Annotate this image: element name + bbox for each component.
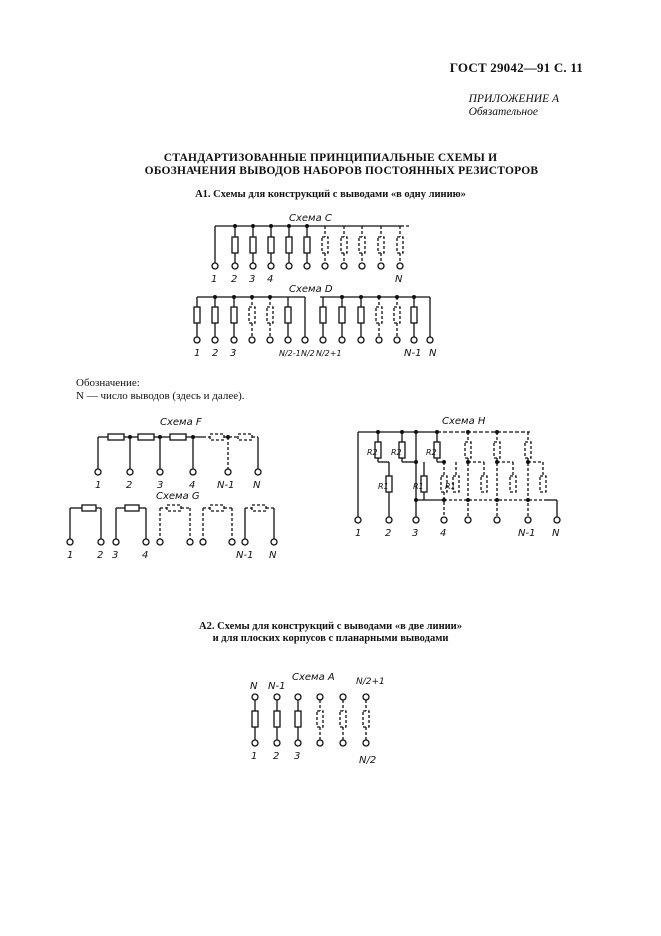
scheme-c-pin-label: N bbox=[395, 274, 403, 285]
scheme-d-pin-label: N bbox=[429, 348, 437, 359]
scheme-h-resistor-label: R2 bbox=[426, 448, 437, 457]
scheme-h-pin-label: 1 bbox=[355, 528, 362, 539]
appendix-status: Обязательное bbox=[468, 106, 538, 118]
scheme-c-pin-label: 4 bbox=[267, 274, 274, 285]
scheme-h-resistor-label: R1 bbox=[378, 482, 389, 491]
scheme-f-pin-label: N-1 bbox=[217, 480, 235, 491]
scheme-d-pin-label: N/2+1 bbox=[316, 349, 342, 358]
scheme-a-top-pin-label: N/2+1 bbox=[356, 677, 385, 687]
notation-text: N — число выводов (здесь и далее). bbox=[76, 389, 245, 402]
scheme-g-diagram bbox=[67, 505, 277, 545]
scheme-f-pin-label: 1 bbox=[95, 480, 102, 491]
junction-dots bbox=[128, 224, 530, 502]
scheme-d-pin-label: N/2 bbox=[301, 349, 315, 358]
scheme-a-bottom-pin-label: 3 bbox=[294, 751, 301, 762]
scheme-d-pin-label: N/2-1 bbox=[279, 349, 301, 358]
section-a2-line-1: А2. Схемы для конструкций с выводами «в две линии» bbox=[199, 621, 462, 632]
scheme-d-pin-label: N-1 bbox=[404, 348, 422, 359]
scheme-g-pin-label: 4 bbox=[142, 550, 149, 561]
scheme-d-diagram bbox=[194, 297, 433, 343]
scheme-f-diagram bbox=[95, 434, 261, 475]
scheme-a-bottom-pin-label: 1 bbox=[251, 751, 258, 762]
scheme-c-pin-label: 2 bbox=[231, 274, 238, 285]
scheme-a-bottom-pin-label: 2 bbox=[273, 751, 280, 762]
scheme-h-diagram bbox=[355, 432, 560, 523]
scheme-a-diagram bbox=[252, 694, 369, 746]
appendix-title: ПРИЛОЖЕНИЕ А bbox=[468, 93, 559, 105]
title-line-2: ОБОЗНАЧЕНИЯ ВЫВОДОВ НАБОРОВ ПОСТОЯННЫХ РЕЗИСТОРОВ bbox=[144, 164, 539, 177]
scheme-a-top-pin-label: N bbox=[250, 681, 258, 692]
section-a2-line-2: и для плоских корпусов с планарными выводами bbox=[212, 632, 449, 644]
section-a1-heading: А1. Схемы для конструкций с выводами «в одну линию» bbox=[195, 189, 466, 200]
scheme-d-pin-label: 3 bbox=[230, 348, 237, 359]
scheme-c-resistors-solid bbox=[232, 226, 310, 269]
scheme-c-diagram bbox=[212, 226, 411, 269]
scheme-d-pin-label: 2 bbox=[212, 348, 219, 359]
scheme-f-pin-label: 2 bbox=[126, 480, 133, 491]
notation-label: Обозначение: bbox=[76, 377, 140, 389]
scheme-h-resistor-label: R2 bbox=[367, 448, 378, 457]
scheme-g-pin-label: 1 bbox=[67, 550, 74, 561]
scheme-a-title: Схема A bbox=[292, 672, 335, 683]
scheme-a-bottom-pin-label: N/2 bbox=[359, 755, 377, 766]
scheme-c-title: Схема C bbox=[289, 213, 332, 224]
scheme-h-resistor-label: R1 bbox=[445, 482, 456, 491]
scheme-h-resistor-label: R2 bbox=[391, 448, 402, 457]
scheme-h-pin-label: N-1 bbox=[518, 528, 536, 539]
scheme-g-title: Схема G bbox=[156, 491, 200, 502]
scheme-f-pin-label: N bbox=[253, 480, 261, 491]
scheme-f-pin-label: 4 bbox=[189, 480, 196, 491]
scheme-c-pin-label: 3 bbox=[249, 274, 256, 285]
scheme-f-pin-label: 3 bbox=[157, 480, 164, 491]
scheme-h-pin-label: 4 bbox=[440, 528, 447, 539]
scheme-c-pin-label: 1 bbox=[211, 274, 218, 285]
scheme-h-pin-label: N bbox=[552, 528, 560, 539]
scheme-g-pin-label: 2 bbox=[97, 550, 104, 561]
scheme-h-pin-label: 3 bbox=[412, 528, 419, 539]
scheme-h-resistor-label: R1 bbox=[413, 482, 424, 491]
scheme-g-pin-label: N bbox=[269, 550, 277, 561]
scheme-a-top-pin-label: N-1 bbox=[268, 681, 286, 692]
scheme-h-pin-label: 2 bbox=[385, 528, 392, 539]
document-reference: ГОСТ 29042—91 С. 11 bbox=[449, 60, 583, 75]
title-line-1: СТАНДАРТИЗОВАННЫЕ ПРИНЦИПИАЛЬНЫЕ СХЕМЫ И bbox=[163, 152, 498, 164]
scheme-d-pin-label: 1 bbox=[194, 348, 201, 359]
scheme-d-title: Схема D bbox=[289, 284, 333, 295]
scheme-g-pin-label: 3 bbox=[112, 550, 119, 561]
scheme-h-title: Схема H bbox=[442, 416, 486, 427]
scheme-f-title: Схема F bbox=[160, 417, 202, 428]
scheme-c-resistors-dashed bbox=[322, 226, 403, 263]
scheme-g-pin-label: N-1 bbox=[236, 550, 254, 561]
